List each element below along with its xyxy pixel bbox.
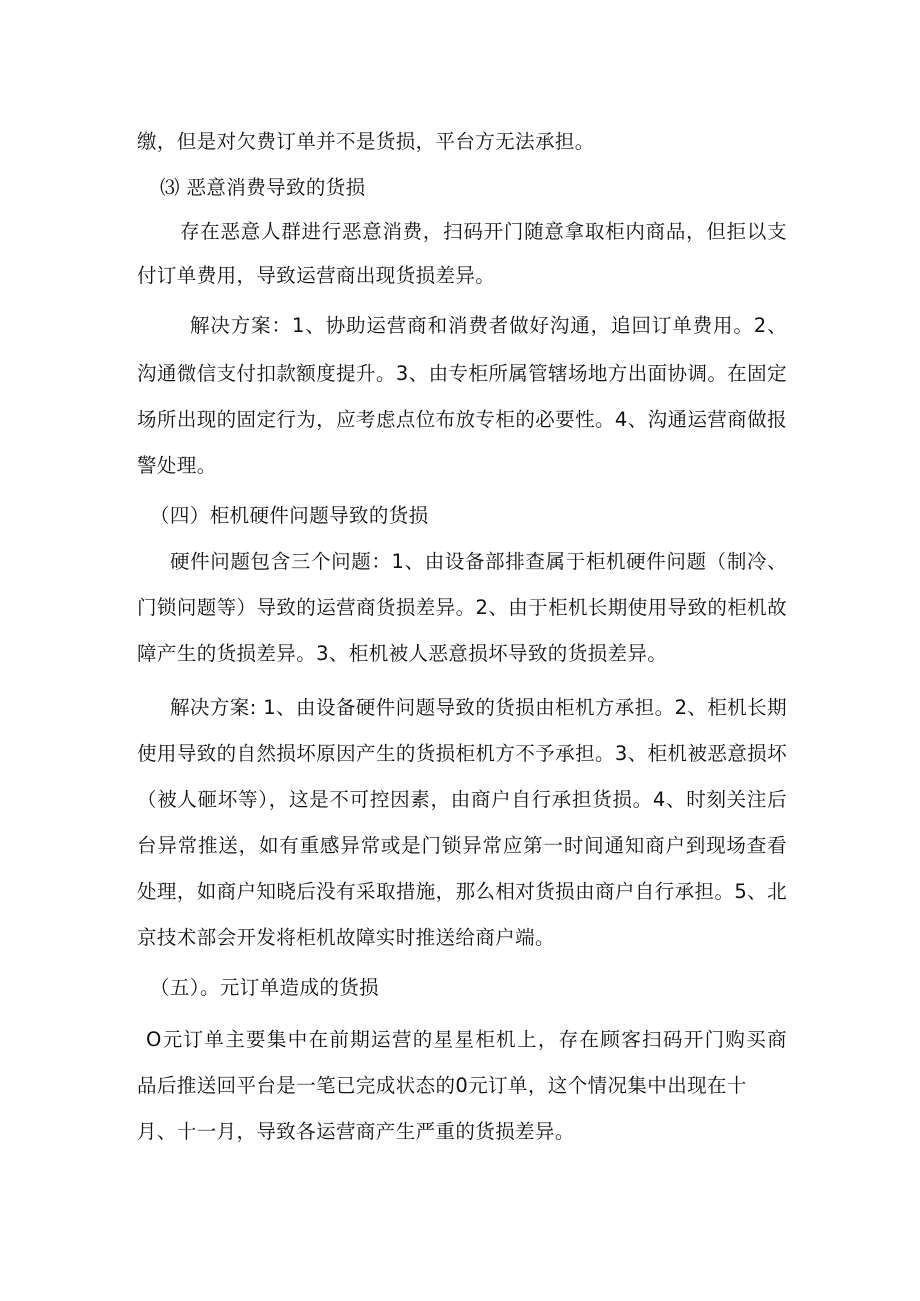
section-heading: （四）柜机硬件问题导致的货损 (150, 504, 429, 527)
paragraph-line: 障产生的货损差异。3、柜机被人恶意损坏导致的货损差异。 (137, 642, 668, 665)
paragraph-line: 解决方案: 1、由设备硬件问题导致的货损由柜机方承担。2、柜机长期 (170, 696, 787, 719)
paragraph-line: 品后推送回平台是一笔已完成状态的0元订单，这个情况集中出现在十 (137, 1074, 747, 1097)
section-heading: （五）。元订单造成的货损 (150, 976, 380, 999)
paragraph-line: 缴，但是对欠费订单并不是货损，平台方无法承担。 (137, 130, 595, 153)
paragraph-line: O元订单主要集中在前期运营的星星柜机上，存在顾客扫码开门购买商 (146, 1028, 787, 1051)
paragraph-line: 台异常推送，如有重感异常或是门锁异常应第一时间通知商户到现场查看 (137, 834, 787, 857)
paragraph-line: 硬件问题包含三个问题：1、由设备部排查属于柜机硬件问题（制冷、 (170, 550, 787, 573)
paragraph-line: 解决方案：1、协助运营商和消费者做好沟通，追回订单费用。2、 (190, 314, 787, 337)
paragraph-line: 警处理。 (137, 454, 217, 477)
paragraph-line: 门锁问题等）导致的运营商货损差异。2、由于柜机长期使用导致的柜机故 (137, 596, 787, 619)
paragraph-line: 存在恶意人群进行恶意消费，扫码开门随意拿取柜内商品，但拒以支 (180, 220, 787, 243)
paragraph-line: （被人砸坏等），这是不可控因素，由商户自行承担货损。4、时刻关注后 (137, 788, 787, 811)
paragraph-line: 处理，如商户知晓后没有采取措施，那么相对货损由商户自行承担。5、北 (137, 880, 787, 903)
paragraph-line: 京技术部会开发将柜机故障实时推送给商户端。 (137, 926, 555, 949)
paragraph-line: 付订单费用，导致运营商出现货损差异。 (137, 264, 496, 287)
paragraph-line: 月、十一月，导致各运营商产生严重的货损差异。 (137, 1120, 575, 1143)
paragraph-line: 沟通微信支付扣款额度提升。3、由专柜所属管辖场地方出面协调。在固定 (137, 362, 787, 385)
paragraph-line: 场所出现的固定行为，应考虑点位布放专柜的必要性。4、沟通运营商做报 (137, 408, 787, 431)
paragraph-line: 使用导致的自然损坏原因产生的货损柜机方不予承担。3、柜机被恶意损坏 (137, 742, 787, 765)
section-heading: ⑶ 恶意消费导致的货损 (160, 176, 366, 199)
